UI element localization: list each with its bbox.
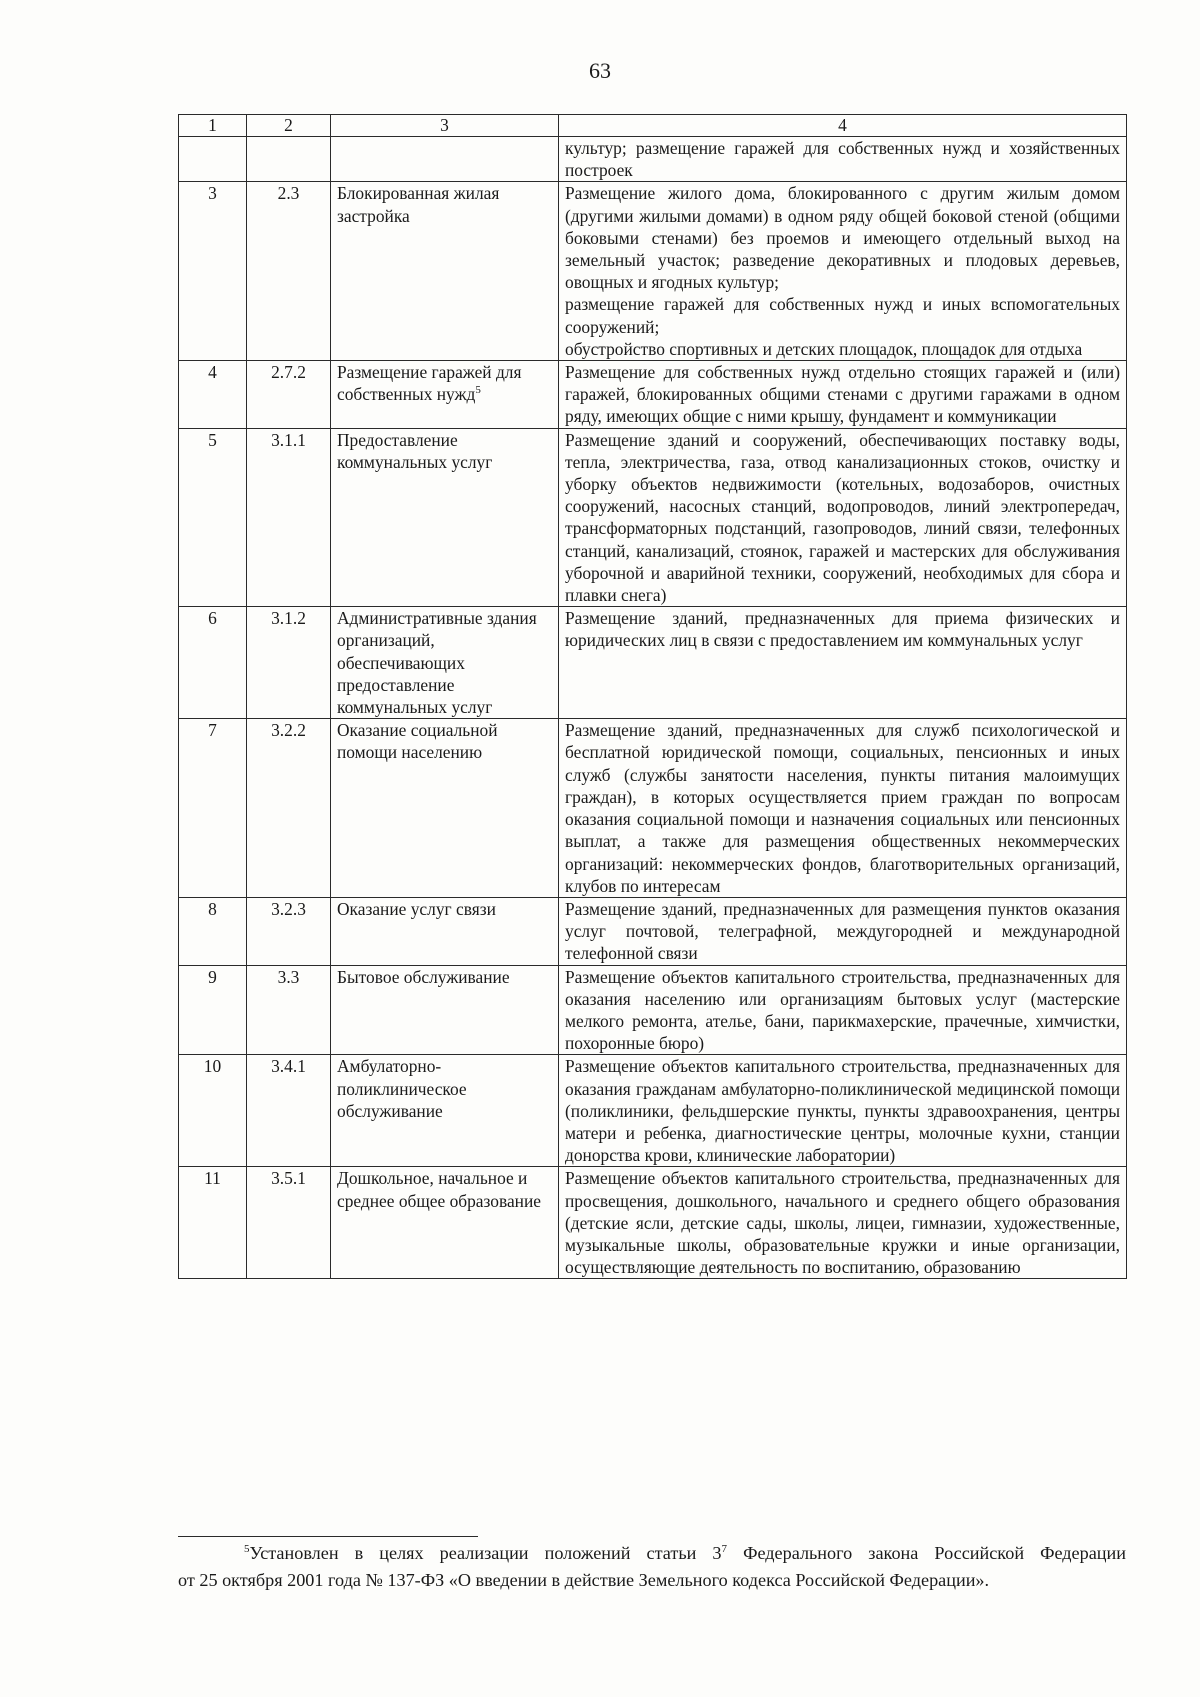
- description-paragraph: Размещение зданий, предназначенных для приема физических и юридических лиц в связи с предоставлением им коммунальных услуг: [565, 608, 1120, 651]
- land-use-code-cell: 3.3: [247, 965, 331, 1055]
- description-paragraph: Размещение зданий, предназначенных для размещения пунктов оказания услуг почтовой, телеграфной, междугородней и международной телефонной связи: [565, 898, 1120, 964]
- description-paragraph: Размещение зданий, предназначенных для служб психологической и бесплатной юридической помощи, социальных, пенсионных и иных служб (службы занятости населения, пункты питания малоимущих граждан), в которых осуществляется прием граждан по вопросам оказания социальной помощи и назначения социальных или пенсионных выплат, а также для размещения общественных некоммерческих организаций: некоммерческих фондов, благотворительных организаций, клубов по интересам: [565, 720, 1120, 896]
- description-paragraph: Размещение объектов капитального строительства, предназначенных для оказания гражданам амбулаторно-поликлинической медицинской помощи (поликлиники, фельдшерские пункты, пункты здравоохранения, центры матери и ребенка, диагностические центры, молочные кухни, станции донорства крови, клинические лаборатории): [565, 1056, 1120, 1166]
- row-number-cell: [179, 137, 247, 182]
- land-use-code-cell: 3.1.2: [247, 607, 331, 719]
- description-paragraph: обустройство спортивных и детских площадок, площадок для отдыха: [565, 338, 1083, 359]
- row-number-cell: 11: [179, 1167, 247, 1279]
- row-number-cell: 3: [179, 182, 247, 361]
- table-row: [179, 361, 1127, 429]
- column-header: 1: [179, 115, 247, 137]
- land-use-description-cell: [559, 137, 1127, 182]
- land-use-description-cell: [559, 182, 1127, 361]
- land-use-code-cell: 2.3: [247, 182, 331, 361]
- footnote-line-2: от 25 октября 2001 года № 137-ФЗ «О введении в действие Земельного кодекса Российской Федерации».: [178, 1570, 990, 1590]
- table-row: [179, 428, 1127, 607]
- table-row: [179, 1055, 1127, 1167]
- row-number-cell: 8: [179, 897, 247, 965]
- land-use-description-cell: [559, 719, 1127, 898]
- land-use-name-cell: Оказание социальной помощи населению: [331, 719, 559, 898]
- table-row: [179, 1167, 1127, 1279]
- footnote: [178, 1540, 1126, 1594]
- land-use-description-cell: [559, 1167, 1127, 1279]
- column-header: 4: [559, 115, 1127, 137]
- land-use-code-cell: 3.4.1: [247, 1055, 331, 1167]
- land-use-name-cell: Предоставление коммунальных услуг: [331, 428, 559, 607]
- description-paragraph: культур; размещение гаражей для собственных нужд и хозяйственных построек: [565, 138, 1120, 181]
- land-use-code-cell: [247, 137, 331, 182]
- land-use-code-cell: 3.1.1: [247, 428, 331, 607]
- land-use-description-cell: [559, 897, 1127, 965]
- land-use-name-cell: Дошкольное, начальное и среднее общее образование: [331, 1167, 559, 1279]
- description-paragraph: Размещение объектов капитального строительства, предназначенных для оказания населению или организациям бытовых услуг (мастерские мелкого ремонта, ателье, бани, парикмахерские, прачечные, химчистки, похоронные бюро): [565, 966, 1120, 1054]
- column-header: 3: [331, 115, 559, 137]
- footnote-marker: 5: [244, 1542, 250, 1555]
- page-number: 63: [589, 58, 611, 83]
- table-row: [179, 719, 1127, 898]
- description-paragraph: Размещение жилого дома, блокированного с другим жилым домом (другими жилыми домами) в одном ряду общей боковой стеной (общими боковыми стенами) без проемов и имеющего отдельный выход на земельный участок; разведение декоративных и плодовых деревьев, овощных и ягодных культур;: [565, 183, 1120, 293]
- footnote-line-1: $^5$Установлен в целях реализации положений статьи $3^7$ Федерального закона Российской Федерации: [244, 1542, 1126, 1563]
- land-use-code-cell: 2.7.2: [247, 361, 331, 429]
- row-number-cell: 7: [179, 719, 247, 898]
- description-paragraph: Размещение зданий и сооружений, обеспечивающих поставку воды, тепла, электричества, газа, отвод канализационных стоков, очистку и уборку объектов недвижимости (котельных, водозаборов, очистных сооружений, насосных станций, водопроводов, линий электропередач, трансформаторных подстанций, газопроводов, линий связи, телефонных станций, канализаций, стоянок, гаражей и мастерских для обслуживания уборочной и аварийной техники, сооружений, необходимых для сбора и плавки снега): [565, 429, 1120, 606]
- land-use-name-cell: Размещение гаражей для собственных нужд$^5$: [331, 361, 559, 429]
- land-use-code-cell: 3.5.1: [247, 1167, 331, 1279]
- row-number-cell: 10: [179, 1055, 247, 1167]
- land-use-code-cell: 3.2.2: [247, 719, 331, 898]
- table-body: [179, 137, 1127, 1279]
- land-use-description-cell: [559, 607, 1127, 719]
- land-use-name-cell: Блокированная жилая застройка: [331, 182, 559, 361]
- land-use-code-cell: 3.2.3: [247, 897, 331, 965]
- land-use-name-cell: Оказание услуг связи: [331, 897, 559, 965]
- land-use-name-cell: [331, 137, 559, 182]
- row-number-cell: 9: [179, 965, 247, 1055]
- footnote-reference: 5: [475, 384, 481, 397]
- description-paragraph: размещение гаражей для собственных нужд и иных вспомогательных сооружений;: [565, 294, 1120, 337]
- land-use-table: [178, 114, 1127, 1279]
- row-number-cell: 4: [179, 361, 247, 429]
- row-number-cell: 6: [179, 607, 247, 719]
- table-row: [179, 182, 1127, 361]
- land-use-description-cell: [559, 1055, 1127, 1167]
- description-paragraph: Размещение объектов капитального строительства, предназначенных для просвещения, дошкольного, начального и среднего общего образования (детские ясли, детские сады, школы, лицеи, гимназии, художественные, музыкальные школы, образовательные кружки и иные организации, осуществляющие деятельность по воспитанию, образованию: [565, 1168, 1120, 1278]
- land-use-name-cell: Административные здания организаций, обеспечивающих предоставление коммунальных услуг: [331, 607, 559, 719]
- land-use-name-cell: Амбулаторно-поликлиническое обслуживание: [331, 1055, 559, 1167]
- land-use-name-cell: Бытовое обслуживание: [331, 965, 559, 1055]
- land-use-description-cell: [559, 361, 1127, 429]
- land-use-description-cell: [559, 965, 1127, 1055]
- table-row: [179, 607, 1127, 719]
- row-number-cell: 5: [179, 428, 247, 607]
- land-use-description-cell: [559, 428, 1127, 607]
- table-header-row: [179, 115, 1127, 137]
- column-header: 2: [247, 115, 331, 137]
- table-row: [179, 137, 1127, 182]
- table-row: [179, 897, 1127, 965]
- table-row: [179, 965, 1127, 1055]
- description-paragraph: Размещение для собственных нужд отдельно стоящих гаражей и (или) гаражей, блокированных общими стенами с другими гаражами в одном ряду, имеющих общие с ними крышу, фундамент и коммуникации: [565, 362, 1120, 427]
- footnote-divider: [178, 1536, 478, 1537]
